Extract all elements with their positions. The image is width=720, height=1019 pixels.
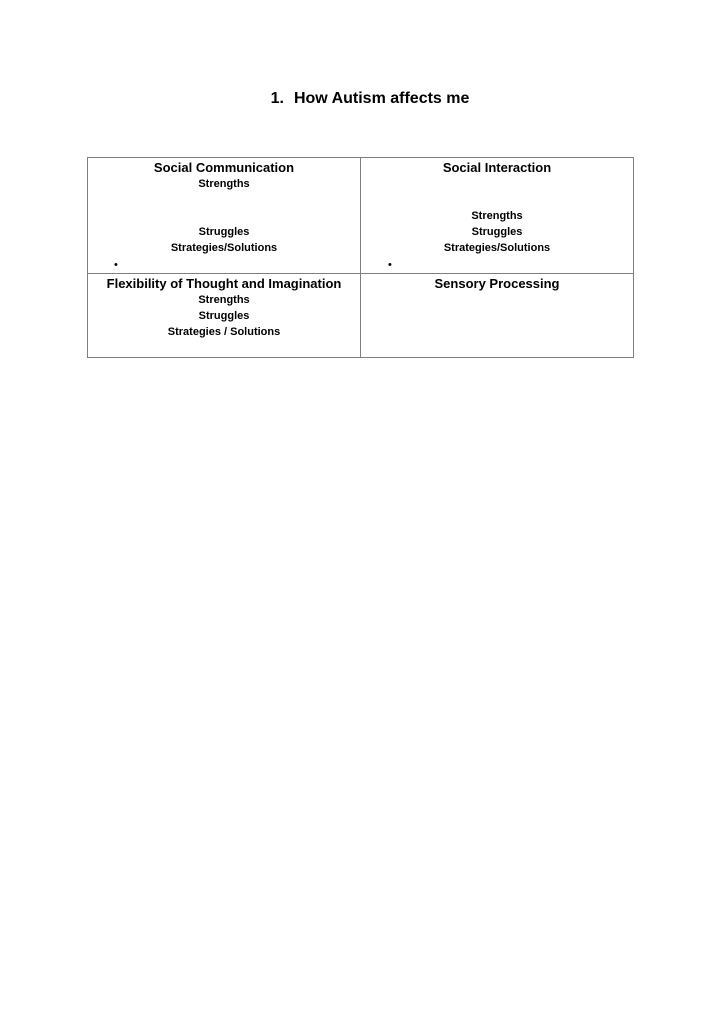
page-title	[0, 90, 720, 108]
cell-item-strengths: Strengths	[471, 210, 523, 222]
cell-social-communication	[88, 158, 361, 274]
cell-social-interaction	[361, 158, 634, 274]
cell-item-strategies: Strategies/Solutions	[170, 242, 278, 254]
cell-title: Social Interaction	[442, 160, 552, 175]
cell-sensory-processing	[361, 274, 634, 358]
bullet-point: •	[114, 259, 118, 271]
cell-title: Sensory Processing	[434, 276, 560, 291]
cell-item-strategies: Strategies / Solutions	[167, 326, 281, 338]
cell-item-strengths: Strengths	[198, 178, 250, 190]
table-row	[88, 158, 634, 274]
cell-flexibility-of-thought	[88, 274, 361, 358]
heading-text: How Autism affects me	[293, 90, 470, 107]
cell-item-struggles: Struggles	[198, 226, 250, 238]
cell-item-strengths: Strengths	[198, 294, 250, 306]
cell-item-struggles: Struggles	[471, 226, 523, 238]
cell-item-strategies: Strategies/Solutions	[443, 242, 551, 254]
cell-item-struggles: Struggles	[198, 310, 250, 322]
cell-title: Flexibility of Thought and Imagination	[106, 276, 342, 291]
heading-number: 1.	[270, 90, 284, 107]
table-row	[88, 274, 634, 358]
bullet-point: •	[388, 259, 392, 271]
cell-title: Social Communication	[153, 160, 295, 175]
autism-table	[87, 157, 634, 358]
